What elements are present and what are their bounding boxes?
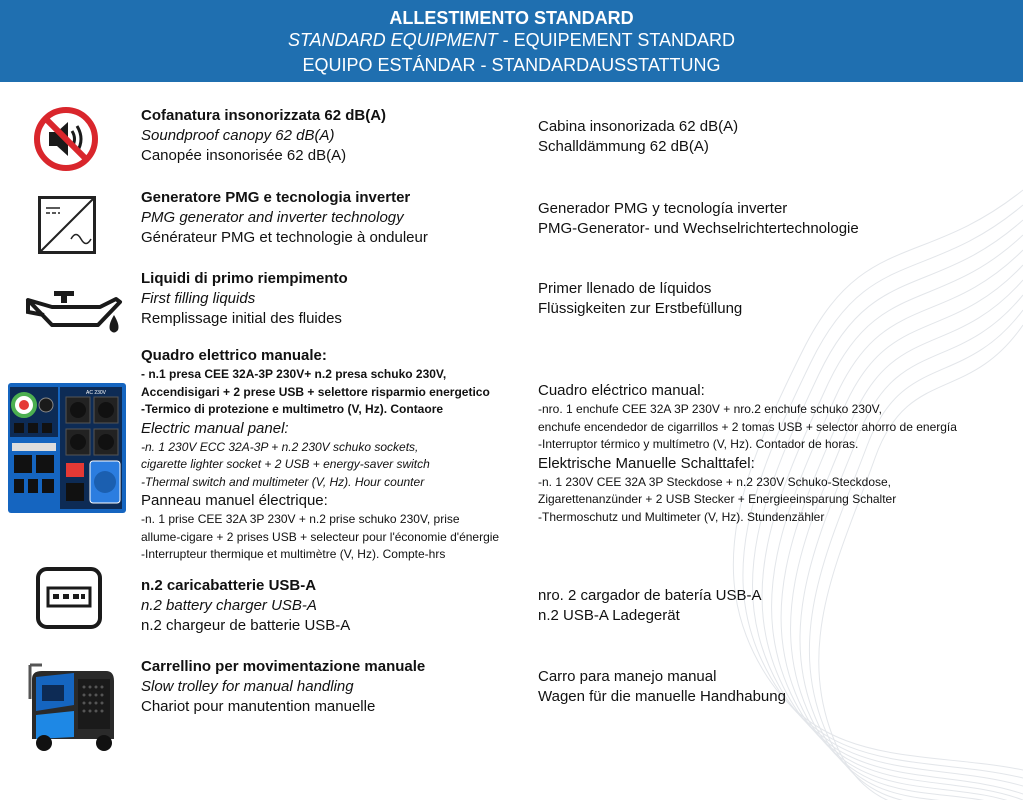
- item-1-text-fr: Canopée insonorisée 62 dB(A): [141, 147, 347, 164]
- item-6-title-it: Carrellino per movimentazione manuale: [141, 658, 426, 675]
- item-6-text-de: Wagen für die manuelle Handhabung: [538, 688, 786, 705]
- item-4-fr-line-1: -n. 1 prise CEE 32A 3P 230V + n.2 prise schuko 230V, prise: [141, 512, 460, 526]
- item-4-title-fr: Panneau manuel électrique:: [141, 492, 328, 509]
- item-5-title-it: n.2 caricabatterie USB-A: [141, 577, 317, 594]
- equipment-row-trolley: [0, 650, 1023, 760]
- item-4-it-line-3: -Termico di protezione e multimetro (V, Hz). Contaore: [141, 402, 444, 416]
- item-3-text-fr: Remplissage initial des fluides: [141, 310, 342, 327]
- item-4-it-line-2: Accendisigari + 2 prese USB + selettore risparmio energetico: [141, 384, 490, 399]
- equipment-row-inverter: [0, 182, 1023, 262]
- item-4-de-line-2: Zigarettenanzünder + 2 USB Stecker + Energieeinsparung Schalter: [538, 492, 897, 506]
- item-2-text-es: Generador PMG y tecnología inverter: [538, 200, 788, 217]
- item-1-title-it: Cofanatura insonorizzata 62 dB(A): [141, 107, 387, 124]
- item-2-text-en: PMG generator and inverter technology: [141, 209, 404, 226]
- item-4-it-line-1: - n.1 presa CEE 32A-3P 230V+ n.2 presa schuko 230V,: [141, 367, 447, 381]
- item-6-text-es: Carro para manejo manual: [538, 668, 717, 685]
- item-4-en-line-1: -n. 1 230V ECC 32A-3P + n.2 230V schuko sockets,: [141, 439, 419, 454]
- item-3-title-it: Liquidi di primo riempimento: [141, 270, 348, 287]
- item-4-en-line-3: -Thermal switch and multimeter (V, Hz). Hour counter: [141, 474, 425, 489]
- control-panel-image: [8, 383, 126, 513]
- header-subtitle-1: [0, 28, 1023, 53]
- item-4-de-line-1: -n. 1 230V CEE 32A 3P Steckdose + n.2 230V Schuko-Steckdose,: [538, 474, 892, 489]
- item-6-text-en: Slow trolley for manual handling: [141, 678, 354, 695]
- item-2-title-it: Generatore PMG e tecnologia inverter: [141, 189, 411, 206]
- item-4-title-en: Electric manual panel:: [141, 419, 289, 437]
- item-5-text-es: nro. 2 cargador de batería USB-A: [538, 587, 762, 604]
- item-4-de-line-3: -Thermoschutz und Multimeter (V, Hz). Stundenzähler: [538, 509, 825, 524]
- item-6-text-fr: Chariot pour manutention manuelle: [141, 698, 376, 715]
- usb-port-icon: [36, 567, 102, 629]
- equipment-row-liquids: [0, 263, 1023, 343]
- item-4-fr-line-2: allume-cigare + 2 prises USB + selecteur pour l'économie d'énergie: [141, 529, 500, 544]
- equipment-row-control-panel: [0, 343, 1023, 563]
- inverter-icon: [38, 196, 96, 254]
- item-1-text-de: Schalldämmung 62 dB(A): [538, 138, 709, 155]
- generator-trolley-image: [22, 655, 118, 755]
- item-5-text-fr: n.2 chargeur de batterie USB-A: [141, 617, 351, 634]
- item-3-text-de: Flüssigkeiten zur Erstbefüllung: [538, 300, 743, 317]
- item-2-text-fr: Générateur PMG et technologie à onduleur: [141, 229, 428, 246]
- item-4-en-line-2: cigarette lighter socket + 2 USB + energy-saver switch: [141, 457, 430, 471]
- item-4-fr-line-3: -Interrupteur thermique et multimètre (V, Hz). Compte-hrs: [141, 547, 446, 561]
- header-subtitle-2: EQUIPO ESTÁNDAR - STANDARDAUSSTATTUNG: [302, 55, 721, 75]
- item-4-title-it: Quadro elettrico manuale:: [141, 347, 327, 364]
- header-subtitle-1-rest: - EQUIPEMENT STANDARD: [497, 30, 736, 50]
- header-title: ALLESTIMENTO STANDARD: [389, 8, 634, 28]
- item-5-text-de: n.2 USB-A Ladegerät: [538, 607, 680, 624]
- equipment-row-usb-charger: [0, 570, 1023, 645]
- item-4-es-line-3: -Interruptor térmico y multímetro (V, Hz). Contador de horas.: [538, 437, 859, 451]
- oil-can-icon: [24, 285, 124, 339]
- panel-label: AC 230V: [86, 390, 107, 396]
- item-3-text-en: First filling liquids: [141, 290, 256, 307]
- header-banner: [0, 0, 1023, 82]
- item-3-text-es: Primer llenado de líquidos: [538, 280, 712, 297]
- equipment-row-soundproof: [0, 100, 1023, 180]
- item-2-text-de: PMG-Generator- und Wechselrichtertechnologie: [538, 220, 859, 237]
- item-4-es-line-2: enchufe encendedor de cigarrillos + 2 tomas USB + selector ahorro de energía: [538, 419, 957, 434]
- item-1-text-es: Cabina insonorizada 62 dB(A): [538, 118, 739, 135]
- item-5-text-en: n.2 battery charger USB-A: [141, 597, 317, 614]
- item-4-title-de: Elektrische Manuelle Schalttafel:: [538, 454, 755, 472]
- item-1-text-en: Soundproof canopy 62 dB(A): [141, 127, 335, 144]
- no-noise-icon: [32, 105, 100, 173]
- header-subtitle-1-italic: STANDARD EQUIPMENT: [287, 30, 498, 50]
- item-4-title-es: Cuadro eléctrico manual:: [538, 382, 705, 399]
- item-4-es-line-1: -nro. 1 enchufe CEE 32A 3P 230V + nro.2 enchufe schuko 230V,: [538, 402, 882, 416]
